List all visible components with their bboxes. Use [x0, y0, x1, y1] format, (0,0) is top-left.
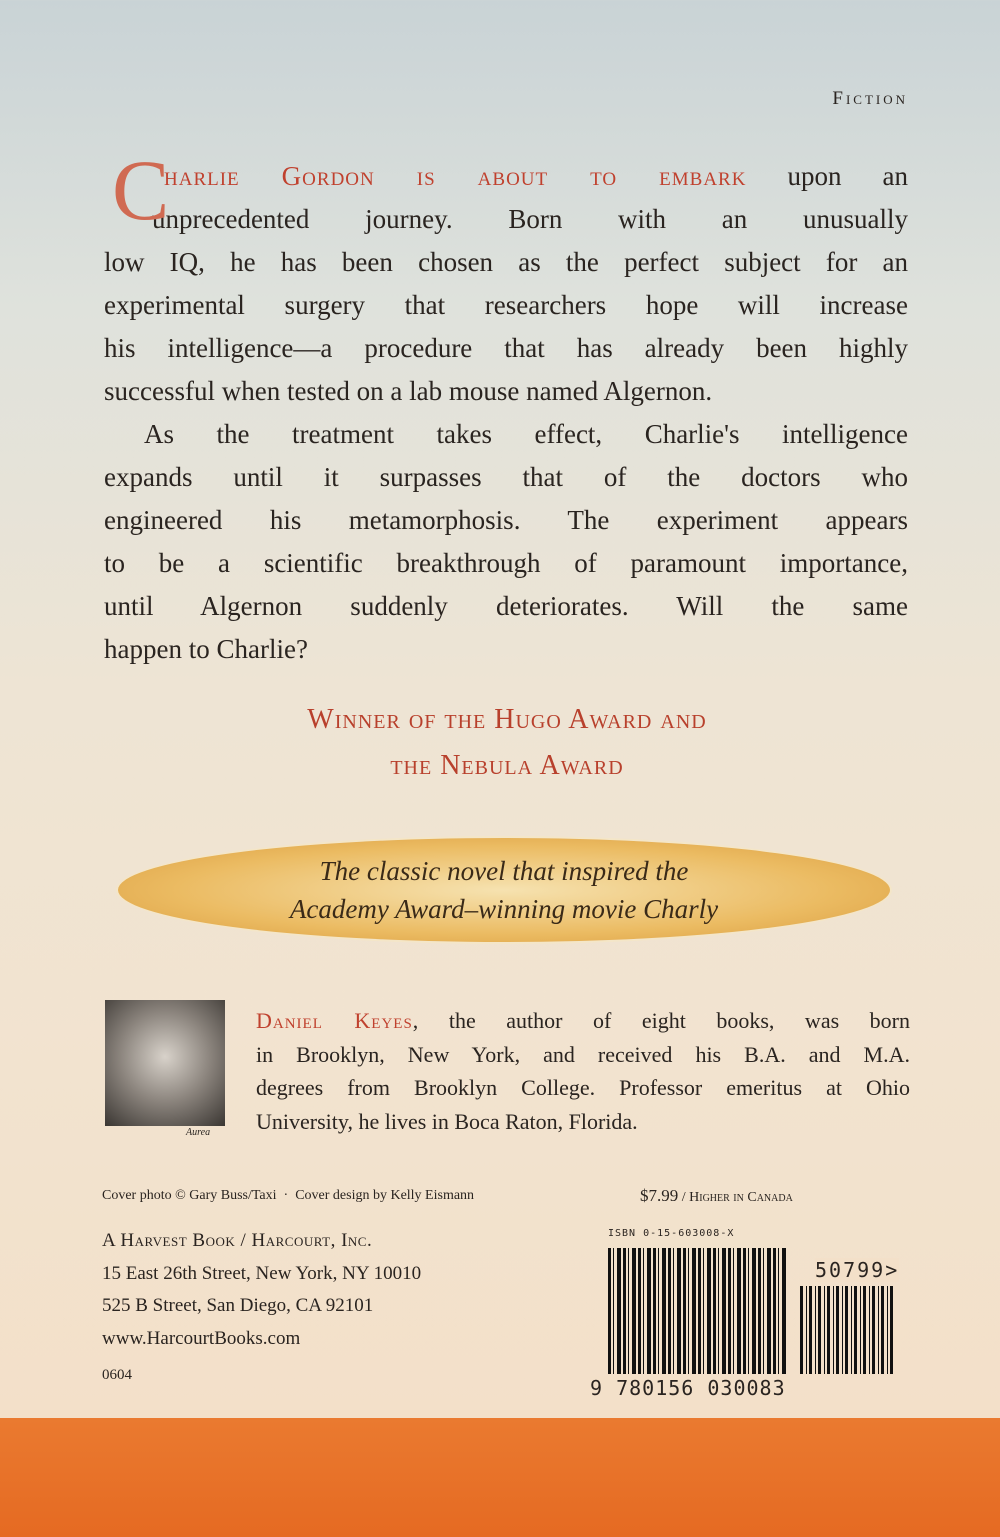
drop-cap: C	[112, 142, 170, 238]
orange-band	[0, 1418, 1000, 1537]
bio-line: University, he lives in Boca Raton, Florida.	[256, 1108, 638, 1134]
print-code: 0604	[102, 1367, 132, 1383]
blurb-line: engineered his metamorphosis. The experiment appears	[104, 505, 908, 535]
blurb-line: until Algernon suddenly deteriorates. Will the same	[104, 591, 908, 621]
price-note: / Higher in Canada	[681, 1190, 793, 1205]
lead-in: harlie Gordon is about to embark	[164, 161, 747, 191]
isbn-text: ISBN 0-15-603008-X	[608, 1228, 735, 1239]
genre-label: Fiction	[832, 88, 908, 109]
award-line: the Nebula Award	[390, 750, 624, 781]
blurb	[104, 142, 908, 671]
award-line: Winner of the Hugo Award and	[307, 704, 707, 735]
bio-line: degrees from Brooklyn College. Professor emeritus at Ohio	[256, 1075, 910, 1100]
author-photo	[105, 1000, 225, 1126]
banner-line: Academy Award–winning movie Charly	[289, 894, 719, 924]
blurb-line: happen to Charlie?	[104, 634, 308, 664]
addon-digits: 50799>	[815, 1258, 900, 1282]
blurb-line: his intelligence—a procedure that has already been highly	[104, 333, 908, 363]
blurb-line: expands until it surpasses that of the doctors who	[104, 462, 908, 492]
blurb-text: upon an	[787, 161, 908, 191]
photo-credit: Aurea	[186, 1127, 211, 1138]
bio-line: in Brooklyn, New York, and received his B.A. and M.A.	[256, 1041, 910, 1067]
publisher-website[interactable]: www.HarcourtBooks.com	[102, 1328, 301, 1349]
author-bio	[256, 1004, 910, 1138]
banner-text	[118, 852, 890, 928]
price-value: $7.99	[640, 1186, 679, 1205]
publisher-name: A Harvest Book / Harcourt, Inc.	[102, 1230, 373, 1251]
author-name: Daniel Keyes	[256, 1008, 413, 1033]
barcode-digits: 9 780156 030083	[590, 1376, 790, 1400]
addon-barcode	[800, 1286, 894, 1374]
blurb-line: As the treatment takes effect, Charlie's intelligence	[144, 419, 908, 449]
barcode	[608, 1248, 786, 1374]
blurb-line: to be a scientific breakthrough of paramount importance,	[104, 548, 908, 578]
blurb-line: unprecedented journey. Born with an unusually	[152, 204, 908, 234]
blurb-line	[104, 155, 908, 198]
bio-text: , the author of eight books, was born	[412, 1008, 910, 1033]
blurb-line: experimental surgery that researchers hope will increase	[104, 290, 908, 320]
price	[640, 1186, 793, 1206]
cover-credits: Cover photo © Gary Buss/Taxi · Cover design by Kelly Eismann	[102, 1188, 475, 1203]
publisher-address: 525 B Street, San Diego, CA 92101	[102, 1295, 374, 1316]
blurb-line: low IQ, he has been chosen as the perfect subject for an	[104, 247, 908, 277]
publisher-address: 15 East 26th Street, New York, NY 10010	[102, 1263, 422, 1284]
banner-line: The classic novel that inspired the	[319, 856, 689, 886]
blurb-line: successful when tested on a lab mouse named Algernon.	[104, 376, 713, 406]
